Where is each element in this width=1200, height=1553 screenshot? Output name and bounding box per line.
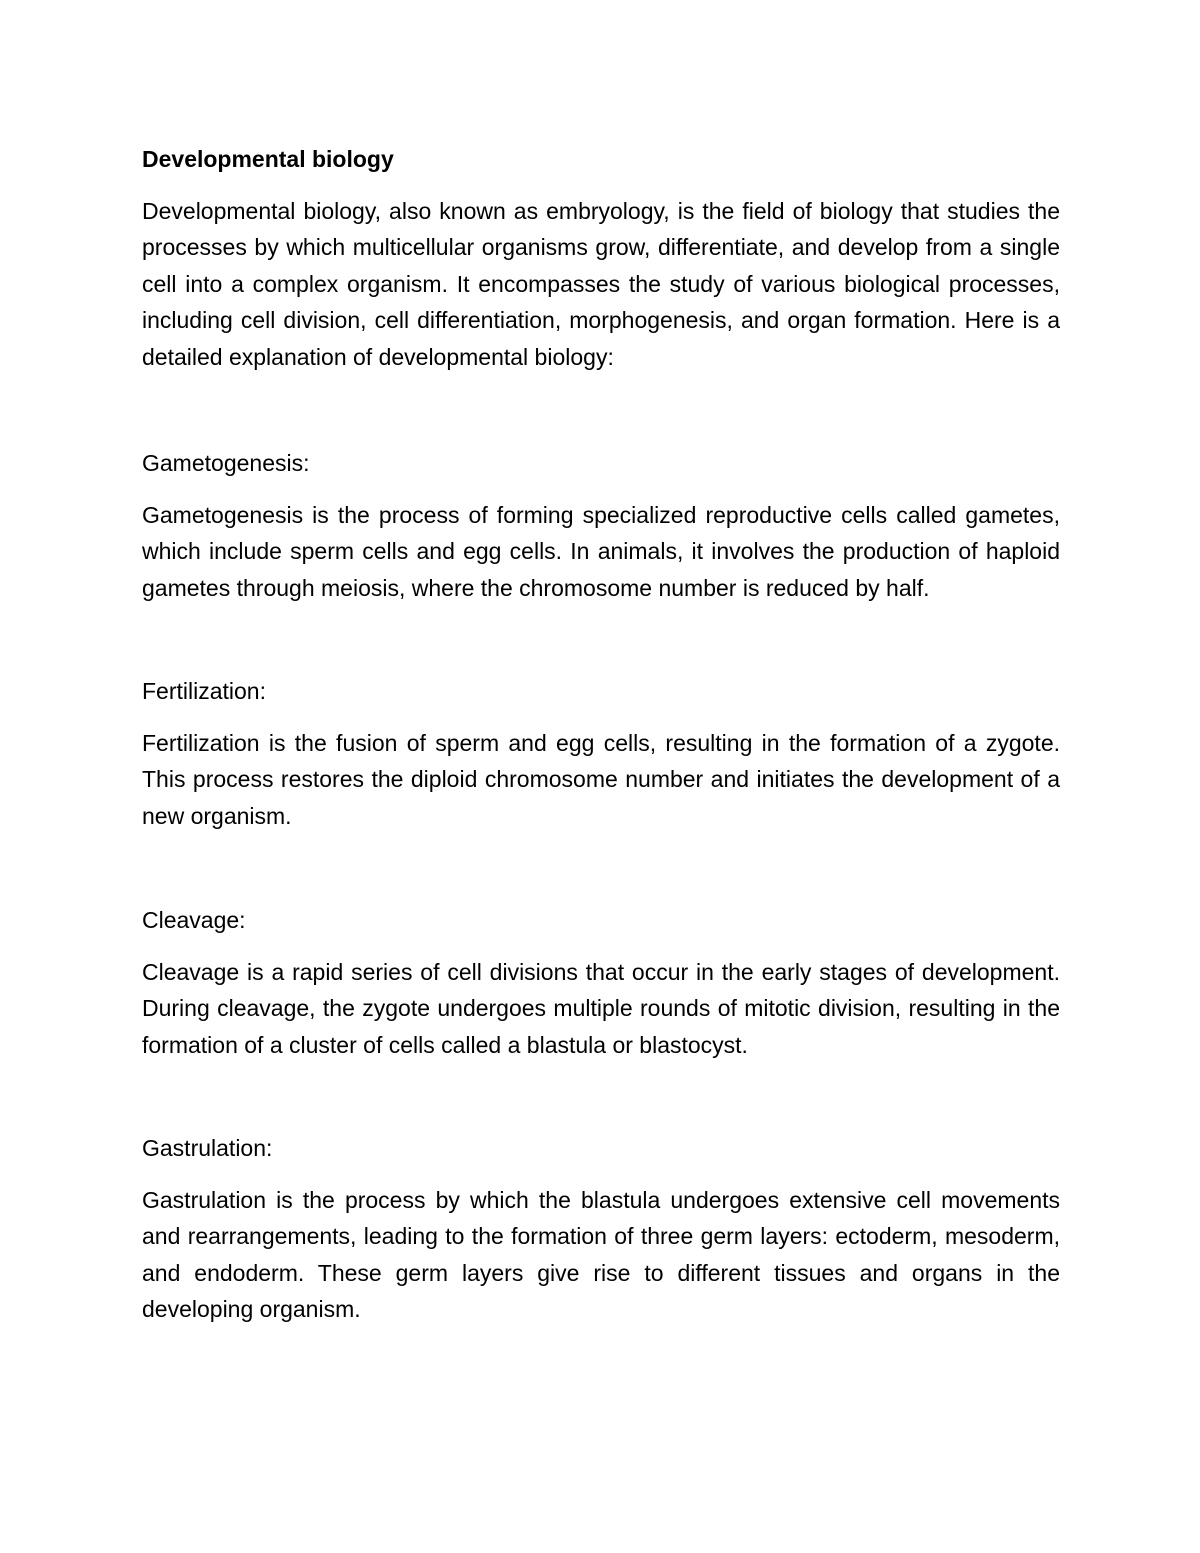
document-title: Developmental biology: [142, 146, 394, 172]
section-body-cleavage: Cleavage is a rapid series of cell divisions that occur in the early stages of development. During cleavage, the zygote undergoes multiple rounds of mitotic division, resulting in the formation of a cluster of cells called a blastula or blastocyst.: [142, 958, 1060, 1058]
section-heading-gametogenesis: Gametogenesis:: [142, 450, 310, 476]
section-body-gametogenesis: Gametogenesis is the process of forming specialized reproductive cells called gametes, which include sperm cells and egg cells. In animals, it involves the production of haploid gametes through meiosis, where the chromosome number is reduced by half.: [142, 501, 1060, 601]
section-heading-fertilization: Fertilization:: [142, 678, 266, 704]
section-heading-gastrulation: Gastrulation:: [142, 1135, 273, 1161]
section-heading-cleavage: Cleavage:: [142, 907, 246, 933]
document-body: [142, 141, 1060, 1328]
section-body-gastrulation: Gastrulation is the process by which the blastula undergoes extensive cell movements and rearrangements, leading to the formation of three germ layers: ectoderm, mesoderm, and endoderm. These germ layers give rise to different tissues and organs in the developing organism.: [142, 1186, 1060, 1322]
intro-paragraph: Developmental biology, also known as embryology, is the field of biology that studies the processes by which multicellular organisms grow, differentiate, and develop from a single cell into a complex organism. It encompasses the study of various biological processes, including cell division, cell differentiation, morphogenesis, and organ formation. Here is a detailed explanation of developmental biology:: [142, 197, 1060, 370]
section-body-fertilization: Fertilization is the fusion of sperm and egg cells, resulting in the formation of a zygote. This process restores the diploid chromosome number and initiates the development of a new organism.: [142, 729, 1060, 829]
